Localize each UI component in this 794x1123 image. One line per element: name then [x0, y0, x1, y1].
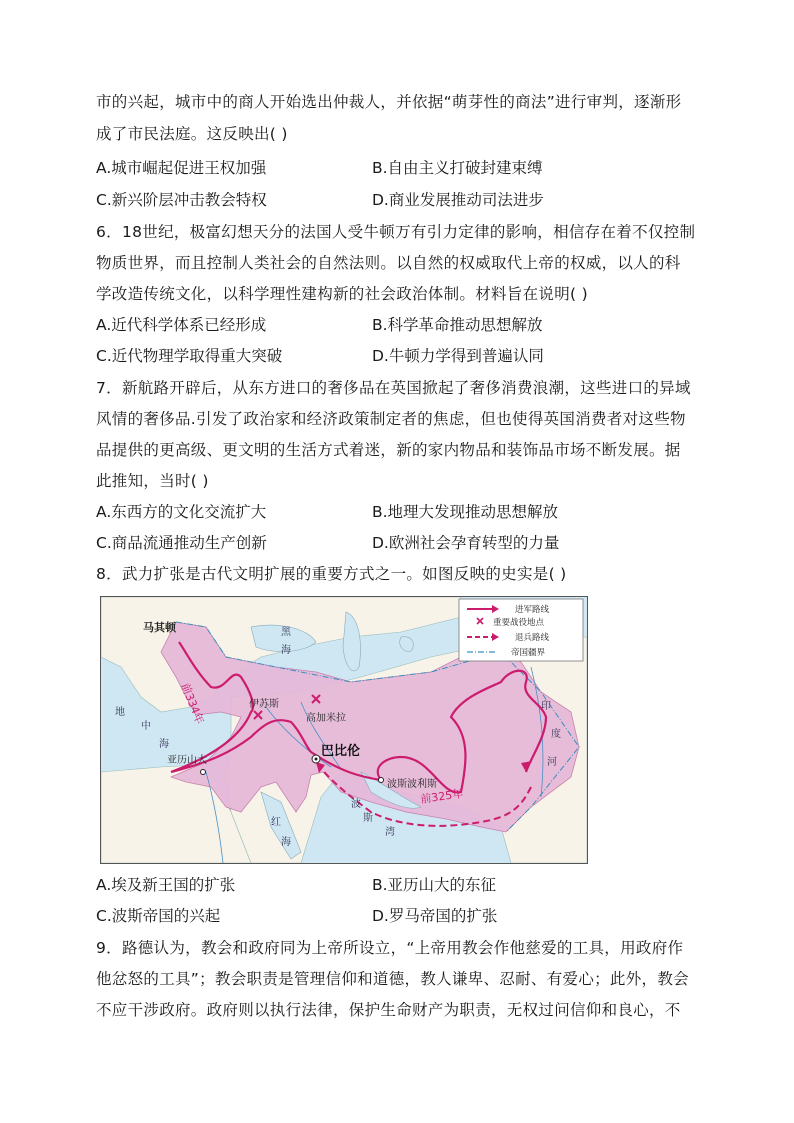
q8-option-c: C.波斯帝国的兴起 — [96, 907, 221, 925]
aral-sea — [400, 637, 414, 652]
q6-option-d: D.牛顿力学得到普遍认同 — [372, 347, 544, 365]
q5-stem-line-1: 市的兴起，城市中的商人开始选出仲裁人，并依据“萌芽性的商法”进行审判，逐渐形 — [96, 93, 682, 111]
q7-option-b: B.地理大发现推动思想解放 — [372, 503, 559, 521]
place-label-alexandria: 亚历山大 — [167, 755, 207, 766]
sea-label-hai3: 海 — [281, 837, 291, 848]
place-label-issus: 伊苏斯 — [249, 699, 279, 710]
q6-stem-line-1: 6．18世纪，极富幻想天分的法国人受牛顿万有引力定律的影响，相信存在着不仅控制 — [96, 223, 696, 241]
alexander-campaign-map — [100, 596, 588, 864]
q7-option-d: D.欧洲社会孕育转型的力量 — [372, 534, 560, 552]
q7-stem-line-4: 此推知，当时( ) — [96, 472, 209, 490]
q9-stem-line-2: 他忿怒的工具”；教会职责是管理信仰和道德，教人谦卑、忍耐、有爱心；此外，教会 — [96, 970, 689, 988]
q5-stem-line-2: 成了市民法庭。这反映出( ) — [96, 125, 288, 143]
sea-label-hong: 红 — [271, 817, 281, 828]
q9-stem-line-1: 9．路德认为，教会和政府同为上帝所设立，“上帝用教会作他慈爱的工具，用政府作 — [96, 939, 684, 957]
q8-option-d: D.罗马帝国的扩张 — [372, 907, 498, 925]
gulf-label-bo: 波 — [351, 799, 361, 810]
q6-option-a: A.近代科学体系已经形成 — [96, 316, 267, 334]
q6-stem-line-3: 学改造传统文化，以科学理性建构新的社会政治体制。材料旨在说明( ) — [96, 285, 588, 303]
q5-option-a: A.城市崛起促进王权加强 — [96, 159, 267, 177]
persepolis-marker — [379, 778, 384, 783]
legend-empire-border: 帝国疆界 — [511, 648, 546, 658]
q7-stem-line-3: 品提供的更高级、更文明的生活方式着迷，新的家内物品和装饰品市场不断发展。据 — [96, 441, 681, 459]
sea-label-black: 黑 — [281, 627, 291, 638]
gulf-label-wan: 湾 — [385, 827, 395, 838]
place-label-persepolis: 波斯波利斯 — [387, 779, 437, 790]
q9-stem-line-3: 不应干涉政府。政府则以执行法律，保护生命财产为职责，无权过问信仰和良心，不 — [96, 1001, 681, 1019]
map-legend — [459, 599, 583, 661]
alexandria-marker — [201, 770, 206, 775]
sea-label-hai1: 海 — [281, 645, 291, 656]
q6-option-b: B.科学革命推动思想解放 — [372, 316, 543, 334]
q7-option-c: C.商品流通推动生产创新 — [96, 534, 267, 552]
q6-stem-line-2: 物质世界，而且控制人类社会的自然法则。以自然的权威取代上帝的权威，以人的科 — [96, 254, 681, 272]
sea-label-hai2: 海 — [159, 739, 169, 750]
q7-stem-line-1: 7．新航路开辟后，从东方进口的奢侈品在英国掀起了奢侈消费浪潮，这些进口的异域 — [96, 379, 691, 397]
india-label-du: 度 — [551, 729, 561, 740]
place-label-babylon: 巴比伦 — [321, 744, 361, 759]
place-label-gaugamela: 高加米拉 — [306, 713, 346, 724]
sea-label-zhong: 中 — [141, 721, 151, 732]
q6-option-c: C.近代物理学取得重大突破 — [96, 347, 283, 365]
q5-option-d: D.商业发展推动司法进步 — [372, 191, 544, 209]
q5-option-c: C.新兴阶层冲击教会特权 — [96, 191, 267, 209]
q8-option-b: B.亚历山大的东征 — [372, 876, 497, 894]
q8-stem-line: 8．武力扩张是古代文明扩展的重要方式之一。如图反映的史实是( ) — [96, 565, 567, 583]
q5-option-b: B.自由主义打破封建束缚 — [372, 159, 543, 177]
gulf-label-si: 斯 — [363, 813, 373, 824]
sea-label-di: 地 — [115, 707, 125, 718]
legend-advance-route: 进军路线 — [515, 605, 550, 615]
date-label-325bc: 前325年 — [419, 787, 464, 806]
q8-option-a: A.埃及新王国的扩张 — [96, 876, 236, 894]
legend-retreat-route: 退兵路线 — [515, 633, 550, 643]
legend-battle-site: 重要战役地点 — [493, 618, 545, 628]
place-label-macedon: 马其顿 — [143, 621, 176, 634]
date-label-334bc: 前334年 — [178, 681, 207, 726]
india-label-yin: 印 — [541, 701, 551, 712]
q7-stem-line-2: 风情的奢侈品.引发了政治家和经济政策制定者的焦虑，但也使得英国消费者对这些物 — [96, 410, 686, 428]
india-label-he: 河 — [547, 757, 557, 768]
q7-option-a: A.东西方的文化交流扩大 — [96, 503, 267, 521]
